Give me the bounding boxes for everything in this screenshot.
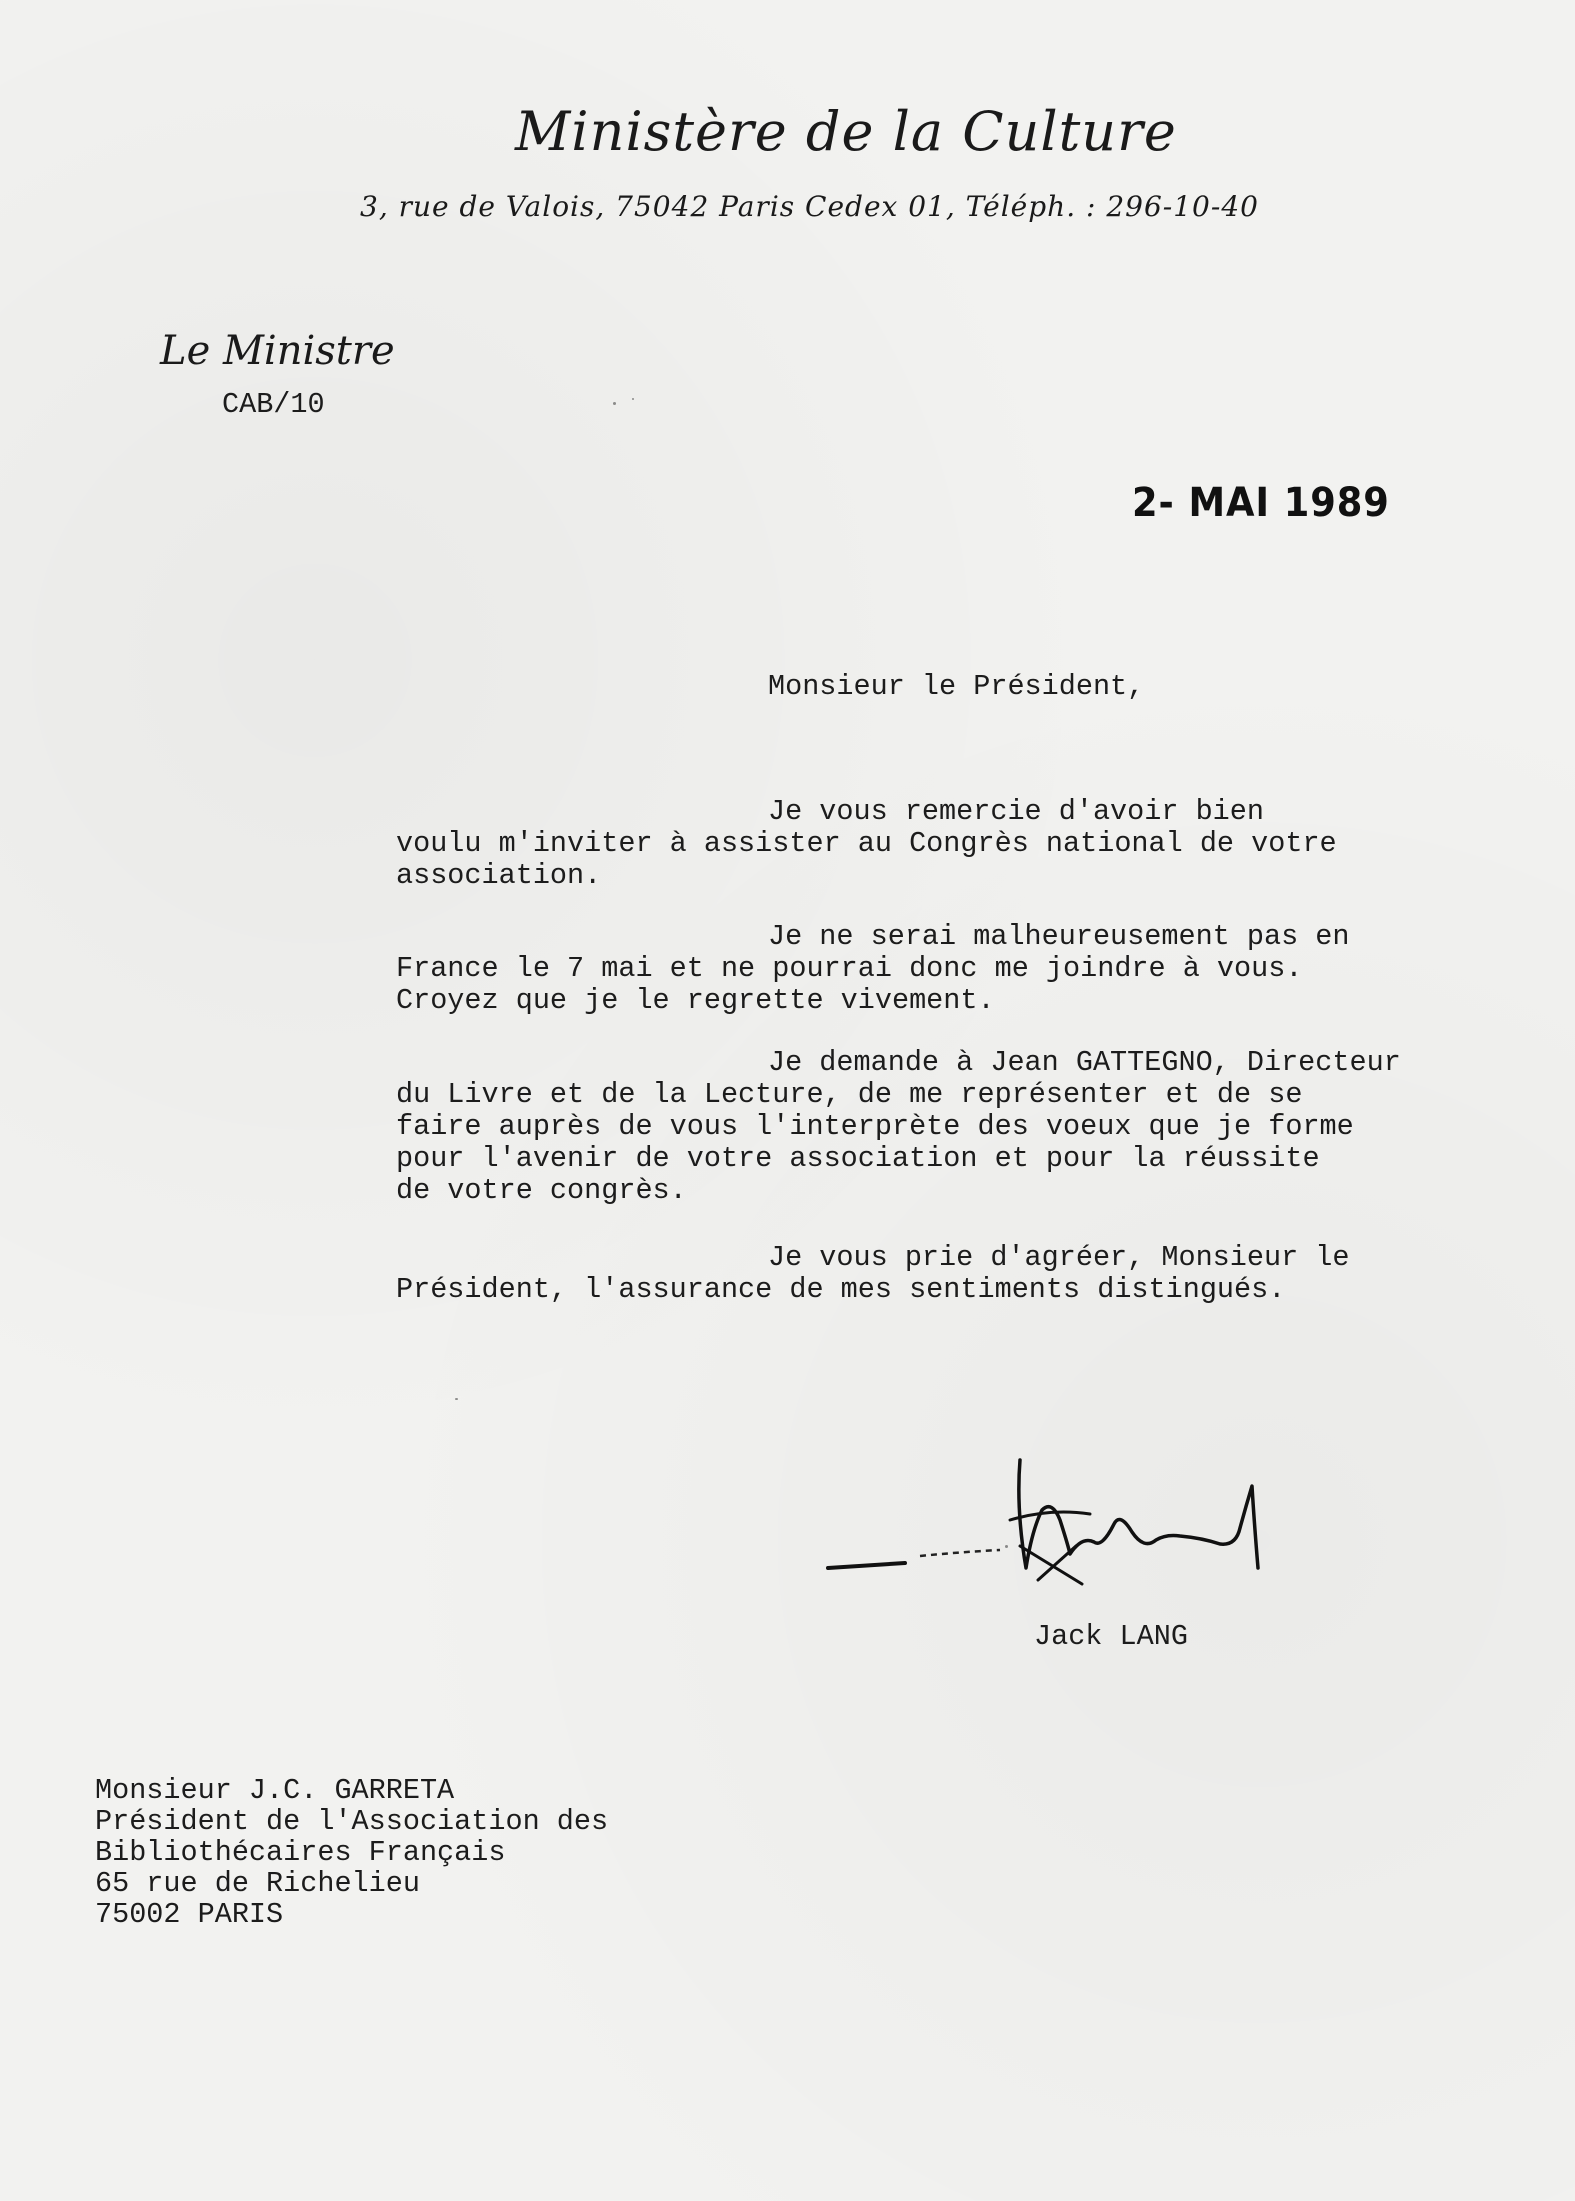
- recipient-line: 65 rue de Richelieu: [95, 1867, 420, 1900]
- paragraph-line: Je ne serai malheureusement pas en: [768, 920, 1350, 953]
- date-stamp: 2- MAI 1989: [1132, 480, 1390, 526]
- paragraph-line: voulu m'inviter à assister au Congrès national de votre: [396, 827, 1337, 860]
- paper-speck: [455, 1398, 458, 1400]
- recipient-line: Bibliothécaires Français: [95, 1836, 506, 1869]
- paragraph-2: [396, 921, 1350, 1017]
- paragraph-line: faire auprès de vous l'interprète des voeux que je forme: [396, 1110, 1354, 1143]
- recipient-line: Monsieur J.C. GARRETA: [95, 1774, 455, 1807]
- paragraph-line: de votre congrès.: [396, 1174, 687, 1207]
- paper-speck: [1005, 1545, 1008, 1548]
- paragraph-3: [396, 1047, 1401, 1207]
- recipient-line: Président de l'Association des: [95, 1805, 609, 1838]
- paper-speck: [632, 398, 634, 400]
- sender-title: Le Ministre: [160, 328, 395, 374]
- paragraph-line: Je vous prie d'agréer, Monsieur le: [768, 1241, 1350, 1274]
- paragraph-line: Je demande à Jean GATTEGNO, Directeur: [768, 1046, 1401, 1079]
- paragraph-line: association.: [396, 859, 602, 892]
- salutation: Monsieur le Président,: [768, 670, 1145, 703]
- paragraph-line: Je vous remercie d'avoir bien: [768, 795, 1264, 828]
- paragraph-1: [396, 796, 1337, 892]
- letterhead-address: 3, rue de Valois, 75042 Paris Cedex 01, Téléph. : 296-10-40: [360, 190, 1259, 223]
- paragraph-line: Croyez que je le regrette vivement.: [396, 984, 995, 1017]
- paragraph-line: France le 7 mai et ne pourrai donc me joindre à vous.: [396, 952, 1303, 985]
- signer-name: Jack LANG: [1034, 1620, 1188, 1653]
- reference-code: CAB/10: [222, 388, 325, 421]
- paragraph-4: [396, 1242, 1350, 1306]
- letterhead-ministry: Ministère de la Culture: [515, 100, 1177, 163]
- recipient-address: [95, 1775, 608, 1930]
- paragraph-line: pour l'avenir de votre association et pour la réussite: [396, 1142, 1320, 1175]
- recipient-line: 75002 PARIS: [95, 1898, 284, 1931]
- paragraph-line: du Livre et de la Lecture, de me représenter et de se: [396, 1078, 1303, 1111]
- paragraph-line: Président, l'assurance de mes sentiments distingués.: [396, 1273, 1286, 1306]
- paper-speck: [613, 402, 616, 405]
- handwritten-signature: [820, 1450, 1340, 1600]
